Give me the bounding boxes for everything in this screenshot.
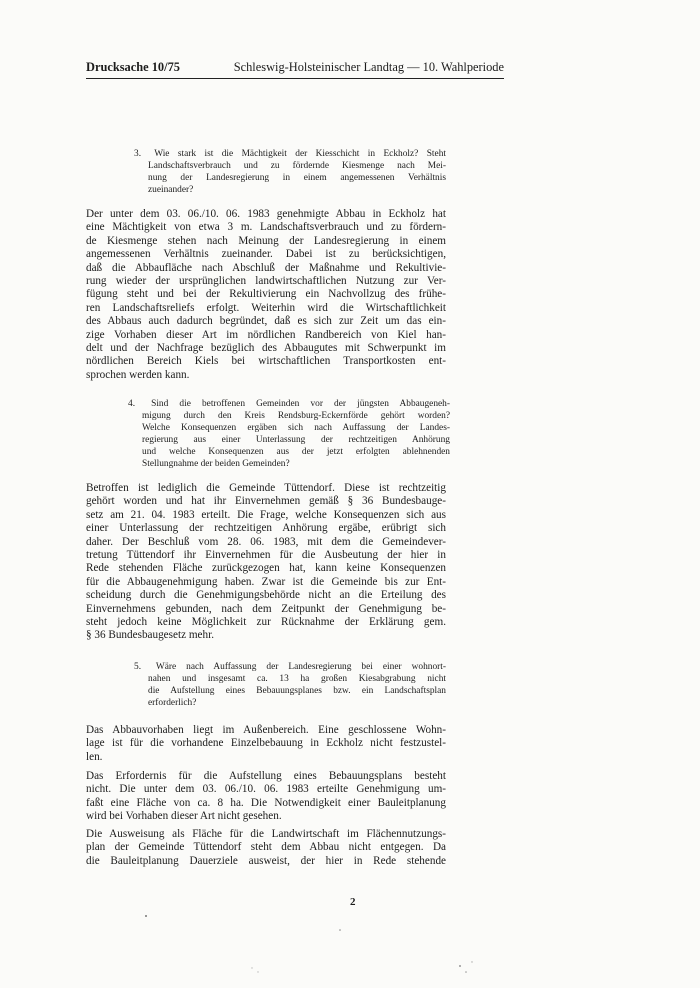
answer-line: Der unter dem 03. 06./10. 06. 1983 genehmigte Abbau in Eckholz hat xyxy=(86,208,446,220)
answer-line: Das Erfordernis für die Aufstellung eines Bebauungsplans besteht xyxy=(86,770,446,782)
answer-line: tretung Tüttendorf ihr Einvernehmen für die Ausbeutung der hier in xyxy=(86,549,446,562)
answer-line: len. xyxy=(86,750,103,763)
answer-line: § 36 Bundesbaugesetz mehr. xyxy=(86,629,215,642)
page-number: 2 xyxy=(350,896,356,908)
answer-line: gehört worden und hat ihr Einvernehmen gemäß § 36 Bundesbauge- xyxy=(86,495,446,508)
question-number: 3. xyxy=(134,149,142,159)
answer-line: Die Ausweisung als Fläche für die Landwirtschaft im Flächennutzungs- xyxy=(86,828,446,840)
question-line: erforderlich? xyxy=(148,698,197,708)
answer-line: für die Abbaugenehmigung haben. Zwar ist die Gemeinde bis zur Ent- xyxy=(86,575,446,588)
question-line: Landschaftsverbrauch und zu fördernde Kiesmenge nach Mei- xyxy=(148,161,446,171)
answer-line: daher. Der Beschluß vom 28. 06. 1983, mit dem die Gemeindever- xyxy=(86,535,446,548)
answer-line: eine Mächtigkeit von etwa 3 m. Landschaftsverbrauch und zu fördern- xyxy=(86,221,446,234)
answer-line: steht jedoch keine Möglichkeit zur Rücknahme der Erklärung gem. xyxy=(86,616,446,629)
answer-line: daß die Abbaufläche nach Abschluß der Maßnahme und Rekultivie- xyxy=(86,261,446,274)
answer-line: Betroffen ist lediglich die Gemeinde Tüttendorf. Diese ist rechtzeitig xyxy=(86,482,446,494)
answer-line: Das Abbauvorhaben liegt im Außenbereich. Eine geschlossene Wohn- xyxy=(86,724,446,736)
answer-line: des Abbaus auch dadurch begründet, daß es sich zur Zeit um das ein- xyxy=(86,315,446,328)
answer-line: de Kiesmenge stehen nach Meinung der Landesregierung in einem xyxy=(86,234,446,247)
question-line: die Aufstellung eines Bebauungsplanes bzw. ein Landschaftsplan xyxy=(148,686,446,696)
parliament-title: Schleswig-Holsteinischer Landtag — 10. Wahlperiode xyxy=(233,60,504,74)
answer-line: scheidung durch die Genehmigungsbehörde nicht an die Erteilung des xyxy=(86,589,446,602)
question-line: regierung aus einer Unterlassung der rechtzeitigen Anhörung xyxy=(142,435,450,445)
question-number: 4. xyxy=(128,399,136,409)
document-number: Drucksache 10/75 xyxy=(86,60,180,74)
answer-line: plan der Gemeinde Tüttendorf steht dem Abbau nicht entgegen. Da xyxy=(86,841,446,854)
answer-line: ren Landschaftsreliefs erfolgt. Weiterhin wird die Wirtschaftlichkeit xyxy=(86,301,446,314)
question-line: Stellungnahme der beiden Gemeinden? xyxy=(142,459,290,469)
question-line: und welche Konsequenzen aus der jetzt erfolgten ablehnenden xyxy=(142,447,450,457)
question-line: nahen und insgesamt ca. 13 ha großen Kiesabgrabung nicht xyxy=(148,674,446,684)
answer-line: faßt eine Fläche von ca. 8 ha. Die Notwendigkeit einer Bauleitplanung xyxy=(86,796,446,809)
answer-line: einer Unterlassung der rechtzeitigen Anhörung ergäbe, erübrigt sich xyxy=(86,522,446,535)
answer-line: sprochen werden kann. xyxy=(86,368,190,381)
question-line: zueinander? xyxy=(148,185,194,195)
question-line: 4. Sind die betroffenen Gemeinden vor der jüngsten Abbaugeneh- xyxy=(128,399,450,409)
answer-line: Rede stehenden Fläche zurückgezogen hat, kann keine Konsequenzen xyxy=(86,562,446,575)
question-line: migung durch den Kreis Rendsburg-Eckernförde gehört worden? xyxy=(142,411,450,421)
answer-line: fügung steht und bei der Rekultivierung ein Nachvollzug des frühe- xyxy=(86,288,446,301)
answer-line: Einvernehmens gebunden, nach dem Zeitpunkt der Genehmigung be- xyxy=(86,602,446,615)
answer-line: angemessenen Verhältnis zueinander. Dabei ist zu berücksichtigen, xyxy=(86,248,446,261)
answer-line: zige Vorhaben dieser Art im nördlichen Randbereich von Kiel han- xyxy=(86,328,446,341)
answer-line: delt und der Nachfrage bezüglich des Abbaugutes mit Schwerpunkt im xyxy=(86,342,446,355)
question-line: 3. Wie stark ist die Mächtigkeit der Kiesschicht in Eckholz? Steht xyxy=(134,149,446,159)
answer-line: die Bauleitplanung Dauerziele ausweist, der hier in Rede stehende xyxy=(86,854,446,867)
question-line: nung der Landesregierung in einem angemessenen Verhältnis xyxy=(148,173,446,183)
question-line: Welche Konsequenzen ergäben sich nach Auffassung der Landes- xyxy=(142,423,450,433)
answer-line: setz am 21. 04. 1983 erteilt. Die Frage, welche Konsequenzen sich aus xyxy=(86,508,446,521)
answer-line: rung wieder der ursprünglichen landwirtschaftlichen Nutzung zur Ver- xyxy=(86,275,446,288)
answer-line: nördlichen Bereich Kiels bei wirtschaftlichen Transportkosten ent- xyxy=(86,355,446,368)
answer-line: wird bei Vorhaben dieser Art nicht gesehen. xyxy=(86,810,282,823)
answer-line: lage ist für die vorhandene Einzelbebauung in Eckholz nicht festzustel- xyxy=(86,737,446,750)
question-number: 5. xyxy=(134,662,142,672)
question-line: 5. Wäre nach Auffassung der Landesregierung bei einer wohnort- xyxy=(134,662,447,672)
answer-line: nicht. Die unter dem 03. 06./10. 06. 1983 erteilte Genehmigung um- xyxy=(86,783,446,796)
